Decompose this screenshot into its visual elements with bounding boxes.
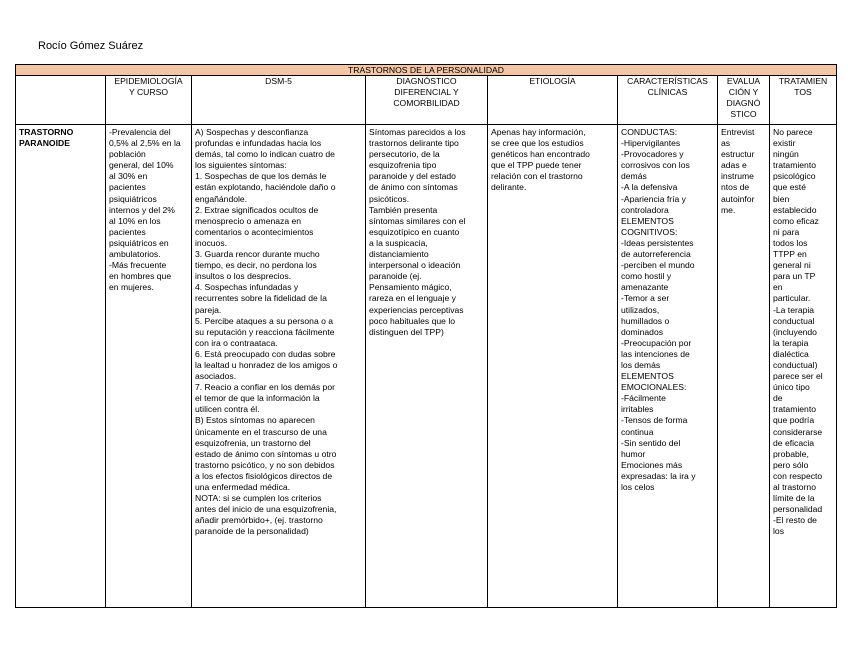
text-line: de xyxy=(773,393,783,404)
text-line: -Provocadores y xyxy=(621,149,684,160)
text-line: internos y del 2% xyxy=(109,204,175,215)
text-line: probable, xyxy=(773,448,809,459)
text-line: 5. Percibe ataques a su persona o a xyxy=(195,315,334,326)
text-line: paranoide (ej. xyxy=(369,271,422,282)
cell-etiologia xyxy=(488,125,618,608)
text-line: para un TP xyxy=(773,271,816,282)
text-line: -El resto de xyxy=(773,515,817,526)
header-tratamientos xyxy=(770,76,837,125)
text-line: utilicen contra él. xyxy=(195,404,260,415)
text-line: en xyxy=(773,282,783,293)
text-line: ETIOLOGÍA xyxy=(529,76,576,86)
text-line: psiquiátricos en xyxy=(109,237,169,248)
text-line: existir xyxy=(773,138,796,149)
cell-caracteristicas xyxy=(618,125,718,608)
text-line: en hombres que xyxy=(109,271,172,282)
text-line: estado de ánimo con síntomas u otro xyxy=(195,448,337,459)
text-line: a los efectos fisiológicos directos de xyxy=(195,470,333,481)
text-line: los siguientes síntomas: xyxy=(195,160,287,171)
text-line: parece ser el xyxy=(773,371,823,382)
text-line: 6. Está preocupado con dudas sobre xyxy=(195,348,336,359)
text-line: están explotando, haciéndole daño o xyxy=(195,182,336,193)
text-line: ningún xyxy=(773,149,799,160)
text-line: autoinfor xyxy=(721,193,755,204)
text-line: interpersonal o ideación xyxy=(369,260,461,271)
text-line: el temor de que la información la xyxy=(195,393,320,404)
text-line: controladora xyxy=(621,204,669,215)
text-line: dominados xyxy=(621,326,664,337)
text-line: ambulatorios. xyxy=(109,249,161,260)
text-line: 0,5% al 2,5% en la xyxy=(109,138,181,149)
text-line xyxy=(18,76,103,87)
text-line: -Hipervigilantes xyxy=(621,138,681,149)
text-line: trastornos delirante tipo xyxy=(369,138,459,149)
text-line: DSM-5 xyxy=(265,76,292,86)
text-line: -perciben el mundo xyxy=(621,260,695,271)
text-line: -Prevalencia del xyxy=(109,127,171,137)
text-line: tratamiento xyxy=(773,404,816,415)
text-line: utilizados, xyxy=(621,304,660,315)
text-line: Emociones más xyxy=(621,459,683,470)
author-name: Rocío Gómez Suárez xyxy=(38,40,144,52)
text-line: -La terapia xyxy=(773,304,815,315)
text-line: esquizofrenia, un trastorno del xyxy=(195,437,311,448)
text-line: población xyxy=(109,149,146,160)
text-line: únicamente en el trascurso de una xyxy=(195,426,327,437)
text-line: como eficaz xyxy=(773,215,819,226)
header-epidemiologia xyxy=(106,76,192,125)
text-line: CONDUCTAS: xyxy=(621,127,678,137)
text-line: al 30% en xyxy=(109,171,148,182)
text-line: PARANOIDE xyxy=(19,138,70,149)
text-line: Y CURSO xyxy=(129,87,168,98)
personality-disorders-table xyxy=(15,64,837,608)
text-line: paranoide de la personalidad) xyxy=(195,526,309,537)
text-line: -Temor a ser xyxy=(621,293,670,304)
text-line: -Más frecuente xyxy=(109,260,167,271)
text-line: -Ideas persistentes xyxy=(621,237,694,248)
text-line: Apenas hay información, xyxy=(491,127,586,137)
text-line: esquizotípico en cuanto xyxy=(369,226,460,237)
text-line: irritables xyxy=(621,404,654,415)
text-line: engañándole. xyxy=(195,193,248,204)
text-line: (incluyendo xyxy=(773,326,817,337)
text-line: 3. Guarda rencor durante mucho xyxy=(195,249,320,260)
text-line: menosprecio o amenaza en xyxy=(195,215,302,226)
table-row xyxy=(16,125,837,608)
text-line: dialéctica xyxy=(773,348,809,359)
text-line: estructur xyxy=(721,149,755,160)
text-line: general ni xyxy=(773,260,811,271)
text-line: los celos xyxy=(621,482,655,492)
text-line: as xyxy=(721,138,731,149)
text-line: A) Sospechas y desconfianza xyxy=(195,127,309,137)
text-line: TTPP en xyxy=(773,249,807,260)
text-line: al 10% en los xyxy=(109,215,161,226)
text-line: que el TPP puede tener xyxy=(491,160,582,171)
text-line: 7. Reacio a confiar en los demás por xyxy=(195,382,335,393)
text-line: general, del 10% xyxy=(109,160,174,171)
text-line: comentarios o acontecimientos xyxy=(195,226,314,237)
text-line: me. xyxy=(721,204,736,215)
table-title: TRASTORNOS DE LA PERSONALIDAD xyxy=(16,65,837,76)
text-line: No parece xyxy=(773,127,813,137)
text-line: en mujeres. xyxy=(109,282,154,293)
header-caracteristicas xyxy=(618,76,718,125)
text-line: EPIDEMIOLOGÍA xyxy=(114,76,183,86)
text-line: una enfermedad médica. xyxy=(195,482,291,492)
text-line: considerarse xyxy=(773,426,823,437)
text-line: que esté xyxy=(773,182,806,193)
cell-evaluacion xyxy=(718,125,770,608)
text-line: único tipo xyxy=(773,382,810,393)
cell-tratamientos xyxy=(770,125,837,608)
text-line: ELEMENTOS xyxy=(621,371,674,382)
text-line: de autorreferencia xyxy=(621,249,691,260)
text-line: la lealtad u honradez de los amigos o xyxy=(195,359,338,370)
text-line: trastorno psicótico, y no son debidos xyxy=(195,459,335,470)
text-line: añadir premórbido+, (ej. trastorno xyxy=(195,515,323,526)
text-line: inocuos. xyxy=(195,237,228,248)
text-line: establecido xyxy=(773,204,817,215)
text-line: B) Estos síntomas no aparecen xyxy=(195,415,315,426)
text-line: -A la defensiva xyxy=(621,182,678,193)
text-line: COGNITIVOS: xyxy=(621,226,678,237)
text-line: antes del inicio de una esquizofrenia, xyxy=(195,504,337,515)
text-line: pacientes xyxy=(109,182,146,193)
text-line: TOS xyxy=(794,87,812,98)
text-line: como hostil y xyxy=(621,271,672,282)
text-line: -Tensos de forma xyxy=(621,415,688,426)
header-evaluacion xyxy=(718,76,770,125)
text-line: conductual) xyxy=(773,359,818,370)
header-empty xyxy=(16,76,106,125)
text-line: recurrentes sobre la fidelidad de la xyxy=(195,293,327,304)
text-line: 1. Sospechas de que los demás le xyxy=(195,171,327,182)
text-line: TRATAMIEN xyxy=(778,76,828,86)
text-line: genéticos han encontrado xyxy=(491,149,590,160)
text-line: Entrevist xyxy=(721,127,755,137)
text-line: delirante. xyxy=(491,182,527,193)
text-line: ELEMENTOS xyxy=(621,215,674,226)
text-line: continua xyxy=(621,426,654,437)
text-line: pacientes xyxy=(109,226,146,237)
text-line: Síntomas parecidos a los xyxy=(369,127,466,137)
text-line: expresadas: la ira y xyxy=(621,470,696,481)
text-line: la terapia xyxy=(773,337,809,348)
text-line: CLÍNICAS xyxy=(647,87,688,98)
text-line: particular. xyxy=(773,293,811,304)
text-line: insultos o los desprecios. xyxy=(195,271,292,282)
text-line: pero sólo xyxy=(773,459,809,470)
text-line: distanciamiento xyxy=(369,249,429,260)
text-line: tiempo, es decir, no perdona los xyxy=(195,260,317,271)
text-line: NOTA: si se cumplen los criterios xyxy=(195,493,322,504)
text-line: de eficacia xyxy=(773,437,815,448)
text-line: persecutorio, de la xyxy=(369,149,440,160)
text-line: poco habituales que lo xyxy=(369,315,456,326)
text-line: al trastorno xyxy=(773,482,816,492)
text-line: demás, tal como lo indican cuatro de xyxy=(195,149,335,160)
text-line: Pensamiento mágico, xyxy=(369,282,452,293)
text-line: de ánimo con síntomas xyxy=(369,182,458,193)
text-line: También presenta xyxy=(369,204,438,215)
text-line: 2. Extrae significados ocultos de xyxy=(195,204,319,215)
text-line: EMOCIONALES: xyxy=(621,382,687,393)
header-dsm5 xyxy=(192,76,366,125)
text-line: CIÓN Y xyxy=(728,87,759,98)
text-line: los xyxy=(773,526,784,537)
text-line: profundas e infundadas hacia los xyxy=(195,138,322,149)
text-line: psicológico xyxy=(773,171,816,182)
text-line: experiencias perceptivas xyxy=(369,304,464,315)
header-diagnostico xyxy=(366,76,488,125)
text-line: ntos de xyxy=(721,182,750,193)
text-line: personalidad xyxy=(773,504,823,515)
text-line: instrume xyxy=(721,171,754,182)
text-line: demás xyxy=(621,171,647,182)
text-line: todos los xyxy=(773,237,808,248)
row-label xyxy=(16,125,106,608)
text-line: asociados. xyxy=(195,371,237,382)
text-line: con ira o contraataca. xyxy=(195,337,278,348)
text-line: rareza en el lenguaje y xyxy=(369,293,456,304)
text-line: ni para xyxy=(773,226,800,237)
text-line: COMORBILIDAD xyxy=(393,98,460,109)
text-line: límite de la xyxy=(773,493,815,504)
text-line: pareja. xyxy=(195,304,222,315)
text-line: EVALUA xyxy=(726,76,761,86)
text-line: que podría xyxy=(773,415,815,426)
text-line: tratamiento xyxy=(773,160,816,171)
text-line: -Preocupación por xyxy=(621,337,692,348)
text-line: amenazante xyxy=(621,282,669,293)
text-line: distinguen del TPP) xyxy=(369,326,444,337)
text-line: STICO xyxy=(730,109,757,120)
text-line: TRASTORNO xyxy=(19,127,74,137)
text-line: relación con el trastorno xyxy=(491,171,583,182)
text-line: corrosivos con los xyxy=(621,160,690,171)
text-line: humor xyxy=(621,448,646,459)
text-line: DIAGNÓ xyxy=(726,98,761,109)
text-line: DIFERENCIAL Y xyxy=(394,87,459,98)
text-line: humillados o xyxy=(621,315,670,326)
text-line: adas e xyxy=(721,160,747,171)
text-line: 4. Sospechas infundadas y xyxy=(195,282,299,293)
text-line: psiquiátricos xyxy=(109,193,157,204)
cell-dsm5 xyxy=(192,125,366,608)
text-line: -Sin sentido del xyxy=(621,437,681,448)
text-line: bien xyxy=(773,193,790,204)
text-line: se cree que los estudios xyxy=(491,138,584,149)
text-line: a la suspicacia, xyxy=(369,237,428,248)
header-etiologia xyxy=(488,76,618,125)
text-line: paranoide y del estado xyxy=(369,171,456,182)
text-line: conductual xyxy=(773,315,815,326)
text-line: con respecto xyxy=(773,470,823,481)
text-line: CARACTERÍSTICAS xyxy=(627,76,708,86)
cell-diagnostico xyxy=(366,125,488,608)
text-line: los demás xyxy=(621,359,661,370)
text-line: psicóticos. xyxy=(369,193,410,204)
cell-epidemiologia xyxy=(106,125,192,608)
text-line: su reputación y reacciona fácilmente xyxy=(195,326,335,337)
text-line: las intenciones de xyxy=(621,348,690,359)
text-line: -Apariencia fría y xyxy=(621,193,686,204)
text-line: síntomas similares con el xyxy=(369,215,466,226)
text-line: esquizofrenia tipo xyxy=(369,160,437,171)
text-line: -Fácilmente xyxy=(621,393,666,404)
text-line: DIAGNÓSTICO xyxy=(396,76,457,86)
